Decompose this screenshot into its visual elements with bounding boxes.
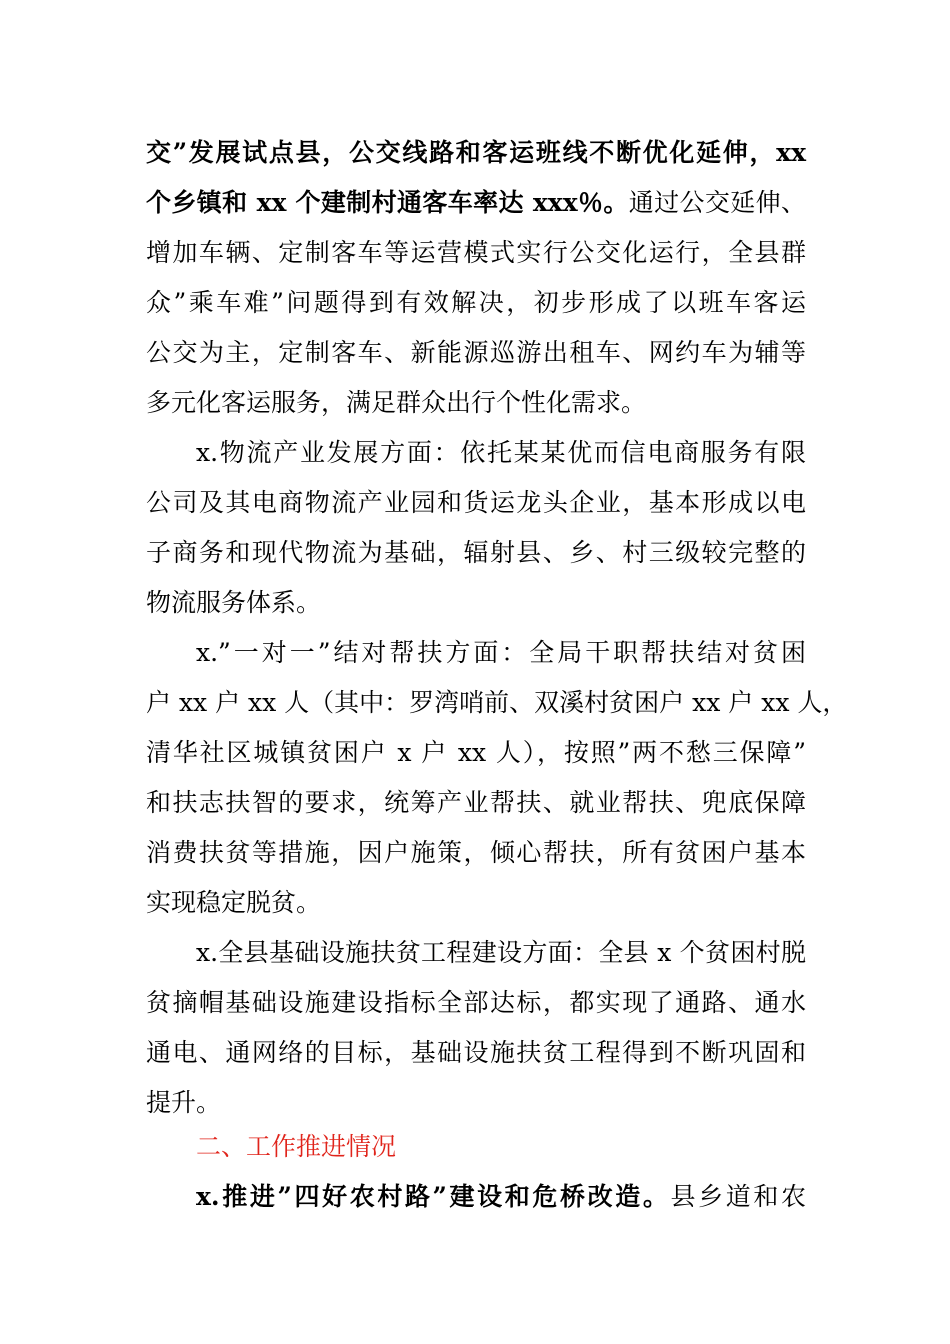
- para3-line1: x.”一对一”结对帮扶方面：全局干职帮扶结对贫困: [196, 638, 806, 667]
- para3-line5: 消费扶贫等措施，因户施策，倾心帮扶，所有贫困户基本: [146, 838, 806, 867]
- para2-line4: 物流服务体系。: [146, 588, 322, 617]
- para1-line5: 公交为主，定制客车、新能源巡游出租车、网约车为辅等: [146, 338, 806, 367]
- para1-line2-rest: 通过公交延伸、: [628, 188, 806, 217]
- para5-line1-rest: 县乡道和农: [670, 1182, 806, 1211]
- para3-line6: 实现稳定脱贫。: [146, 888, 322, 917]
- para5-line1-bold: x.推进”四好农村路”建设和危桥改造。: [196, 1182, 671, 1211]
- para1-line3: 增加车辆、定制客车等运营模式实行公交化运行，全县群: [146, 238, 806, 267]
- para3-line3: 清华社区城镇贫困户 x 户 xx 人），按照”两不愁三保障”: [146, 738, 806, 767]
- para1-line2: [146, 178, 806, 228]
- para4-line2: 贫摘帽基础设施建设指标全部达标，都实现了通路、通水: [146, 988, 806, 1017]
- para2-line3: 子商务和现代物流为基础，辐射县、乡、村三级较完整的: [146, 538, 806, 567]
- section-heading: 二、工作推进情况: [196, 1132, 397, 1161]
- para3-line4: 和扶志扶智的要求，统筹产业帮扶、就业帮扶、兜底保障: [146, 788, 806, 817]
- para5-line1: [196, 1172, 806, 1222]
- para2-line2: 公司及其电商物流产业园和货运龙头企业，基本形成以电: [146, 488, 806, 517]
- para1-line6: 多元化客运服务，满足群众出行个性化需求。: [146, 388, 647, 417]
- para4-line4: 提升。: [146, 1088, 222, 1117]
- para2-line1: x.物流产业发展方面：依托某某优而信电商服务有限: [196, 438, 806, 467]
- para4-line3: 通电、通网络的目标，基础设施扶贫工程得到不断巩固和: [146, 1038, 806, 1067]
- para1-line1: 交”发展试点县，公交线路和客运班线不断优化延伸，xx: [146, 138, 806, 167]
- para1-line2-bold: 个乡镇和 xx 个建制村通客车率达 xxx％。: [146, 188, 629, 217]
- para3-line2: 户 xx 户 xx 人（其中：罗湾哨前、双溪村贫困户 xx 户 xx 人，: [146, 688, 848, 717]
- para1-line4: 众”乘车难”问题得到有效解决，初步形成了以班车客运: [146, 288, 806, 317]
- para4-line1: x.全县基础设施扶贫工程建设方面：全县 x 个贫困村脱: [196, 938, 806, 967]
